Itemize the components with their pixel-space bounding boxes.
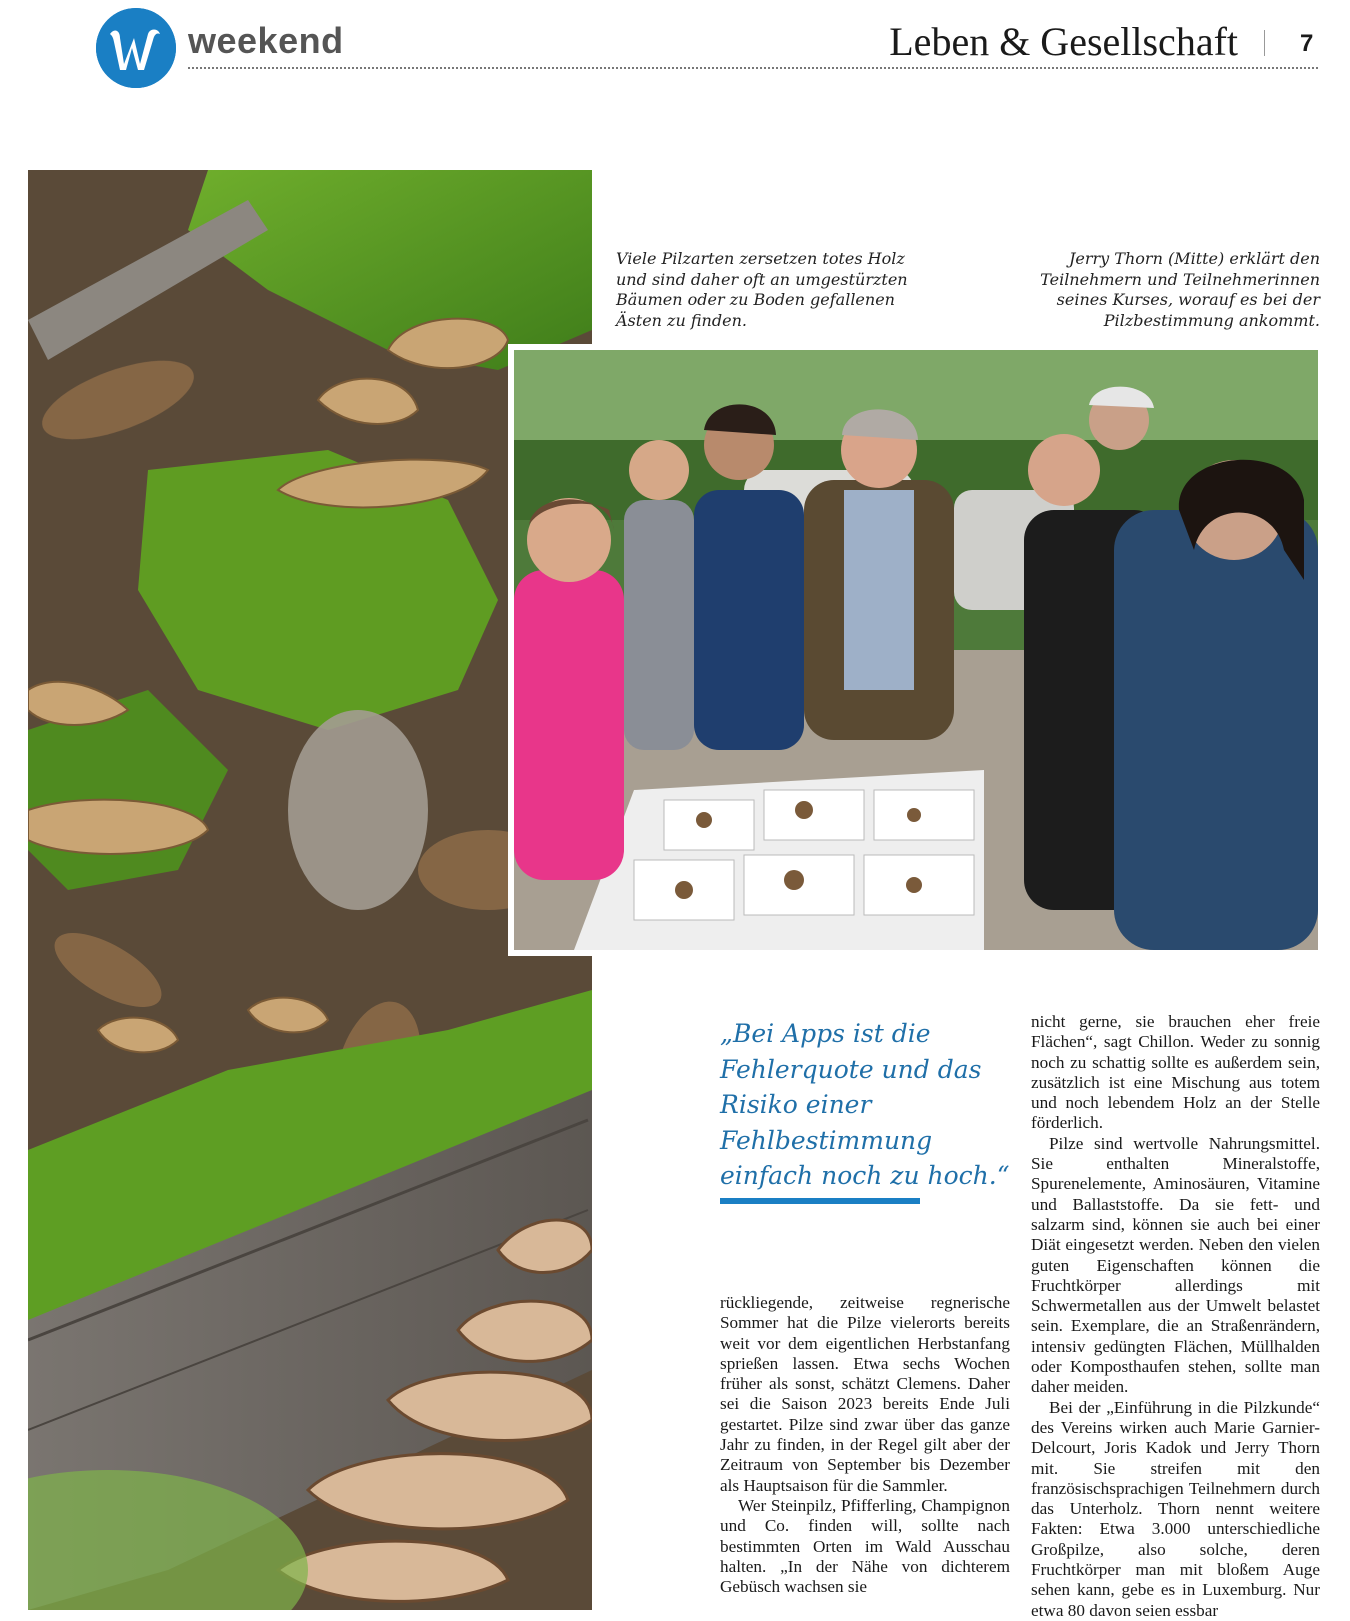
paragraph: Bei der „Einführung in die Pilzkunde“ des Vereins wirken auch Marie Garnier-Delcourt, Joris Kadok und Jerry Thorn mit. Sie streifen mit den französischsprachigen Teilnehmern durch das Unterholz. Thorn nennt weitere Fakten: Etwa 3.000 unterschiedliche Großpilze, also solche, deren Fruchtkörper man mit bloßem Auge sehen kann, gebe es in Luxemburg. Nur etwa 80 davon seien essbar <box>1031 1397 1320 1620</box>
course-group-photo <box>508 344 1324 956</box>
paragraph: Pilze sind wertvolle Nahrungsmittel. Sie enthalten Mineralstoffe, Spurenelemente, Aminosäuren, Vitamine und Ballaststoffe. Da sie fett- und salzarm sind, können sie auch bei einer Diät eingesetzt werden. Neben den vielen guten Eigenschaften können die Fruchtkörper allerdings mit Schwermetallen aus der Umwelt belastet sein. Exemplare, die an Straßenrändern, intensiv gedüngten Flächen, Müllhalden oder Komposthaufen stehen, sollte man daher meiden. <box>1031 1133 1320 1397</box>
header-separator <box>1264 30 1265 56</box>
section-title: Leben & Gesellschaft <box>889 19 1238 64</box>
pull-quote-bar <box>720 1198 920 1204</box>
caption-right: Jerry Thorn (Mitte) erklärt den Teilnehmern und Teilnehmerinnen seines Kurses, worauf es bei der Pilzbestimmung ankommt. <box>1040 249 1320 330</box>
article-column-right <box>1031 1012 1320 1621</box>
brand-logo-icon <box>96 8 176 88</box>
paragraph: nicht gerne, sie brauchen eher freie Flächen“, sagt Chillon. Weder zu sonnig noch zu schattig sollte es außerdem sein, zusätzlich ist eine Mischung aus totem und noch lebendem Holz an der Stelle förderlich. <box>1031 1012 1320 1133</box>
caption-left: Viele Pilzarten zersetzen totes Holz und sind daher oft an umgestürzten Bäumen oder zu Boden gefallenen Ästen zu finden. <box>616 249 908 330</box>
brand-name: weekend <box>188 20 344 61</box>
page-number: 7 <box>1300 30 1314 57</box>
paragraph: rückliegende, zeitweise regnerische Sommer hat die Pilze vielerorts bereits weit vor dem eigentlichen Herbstanfang sprießen lassen. Etwa sechs Wochen früher als sonst, schätzt Clemens. Daher sei die Saison 2023 bereits Ende Juli gestartet. Pilze sind zwar über das ganze Jahr zu finden, in der Regel gilt aber der Zeitraum von September bis Dezember als Hauptsaison für die Sammler. <box>720 1293 1010 1495</box>
article-column-middle <box>720 1293 1010 1597</box>
pull-quote: „Bei Apps ist die Fehlerquote und das Risiko einer Fehlbestimmung einfach noch zu hoch.“ <box>720 1019 1010 1190</box>
brand-logo <box>96 8 176 88</box>
header-rule <box>188 67 1318 69</box>
paragraph: Wer Steinpilz, Pfifferling, Champignon und Co. finden will, sollte nach bestimmten Orten im Wald Ausschau halten. „In der Nähe von dichterem Gebüsch wachsen sie <box>720 1495 1010 1597</box>
